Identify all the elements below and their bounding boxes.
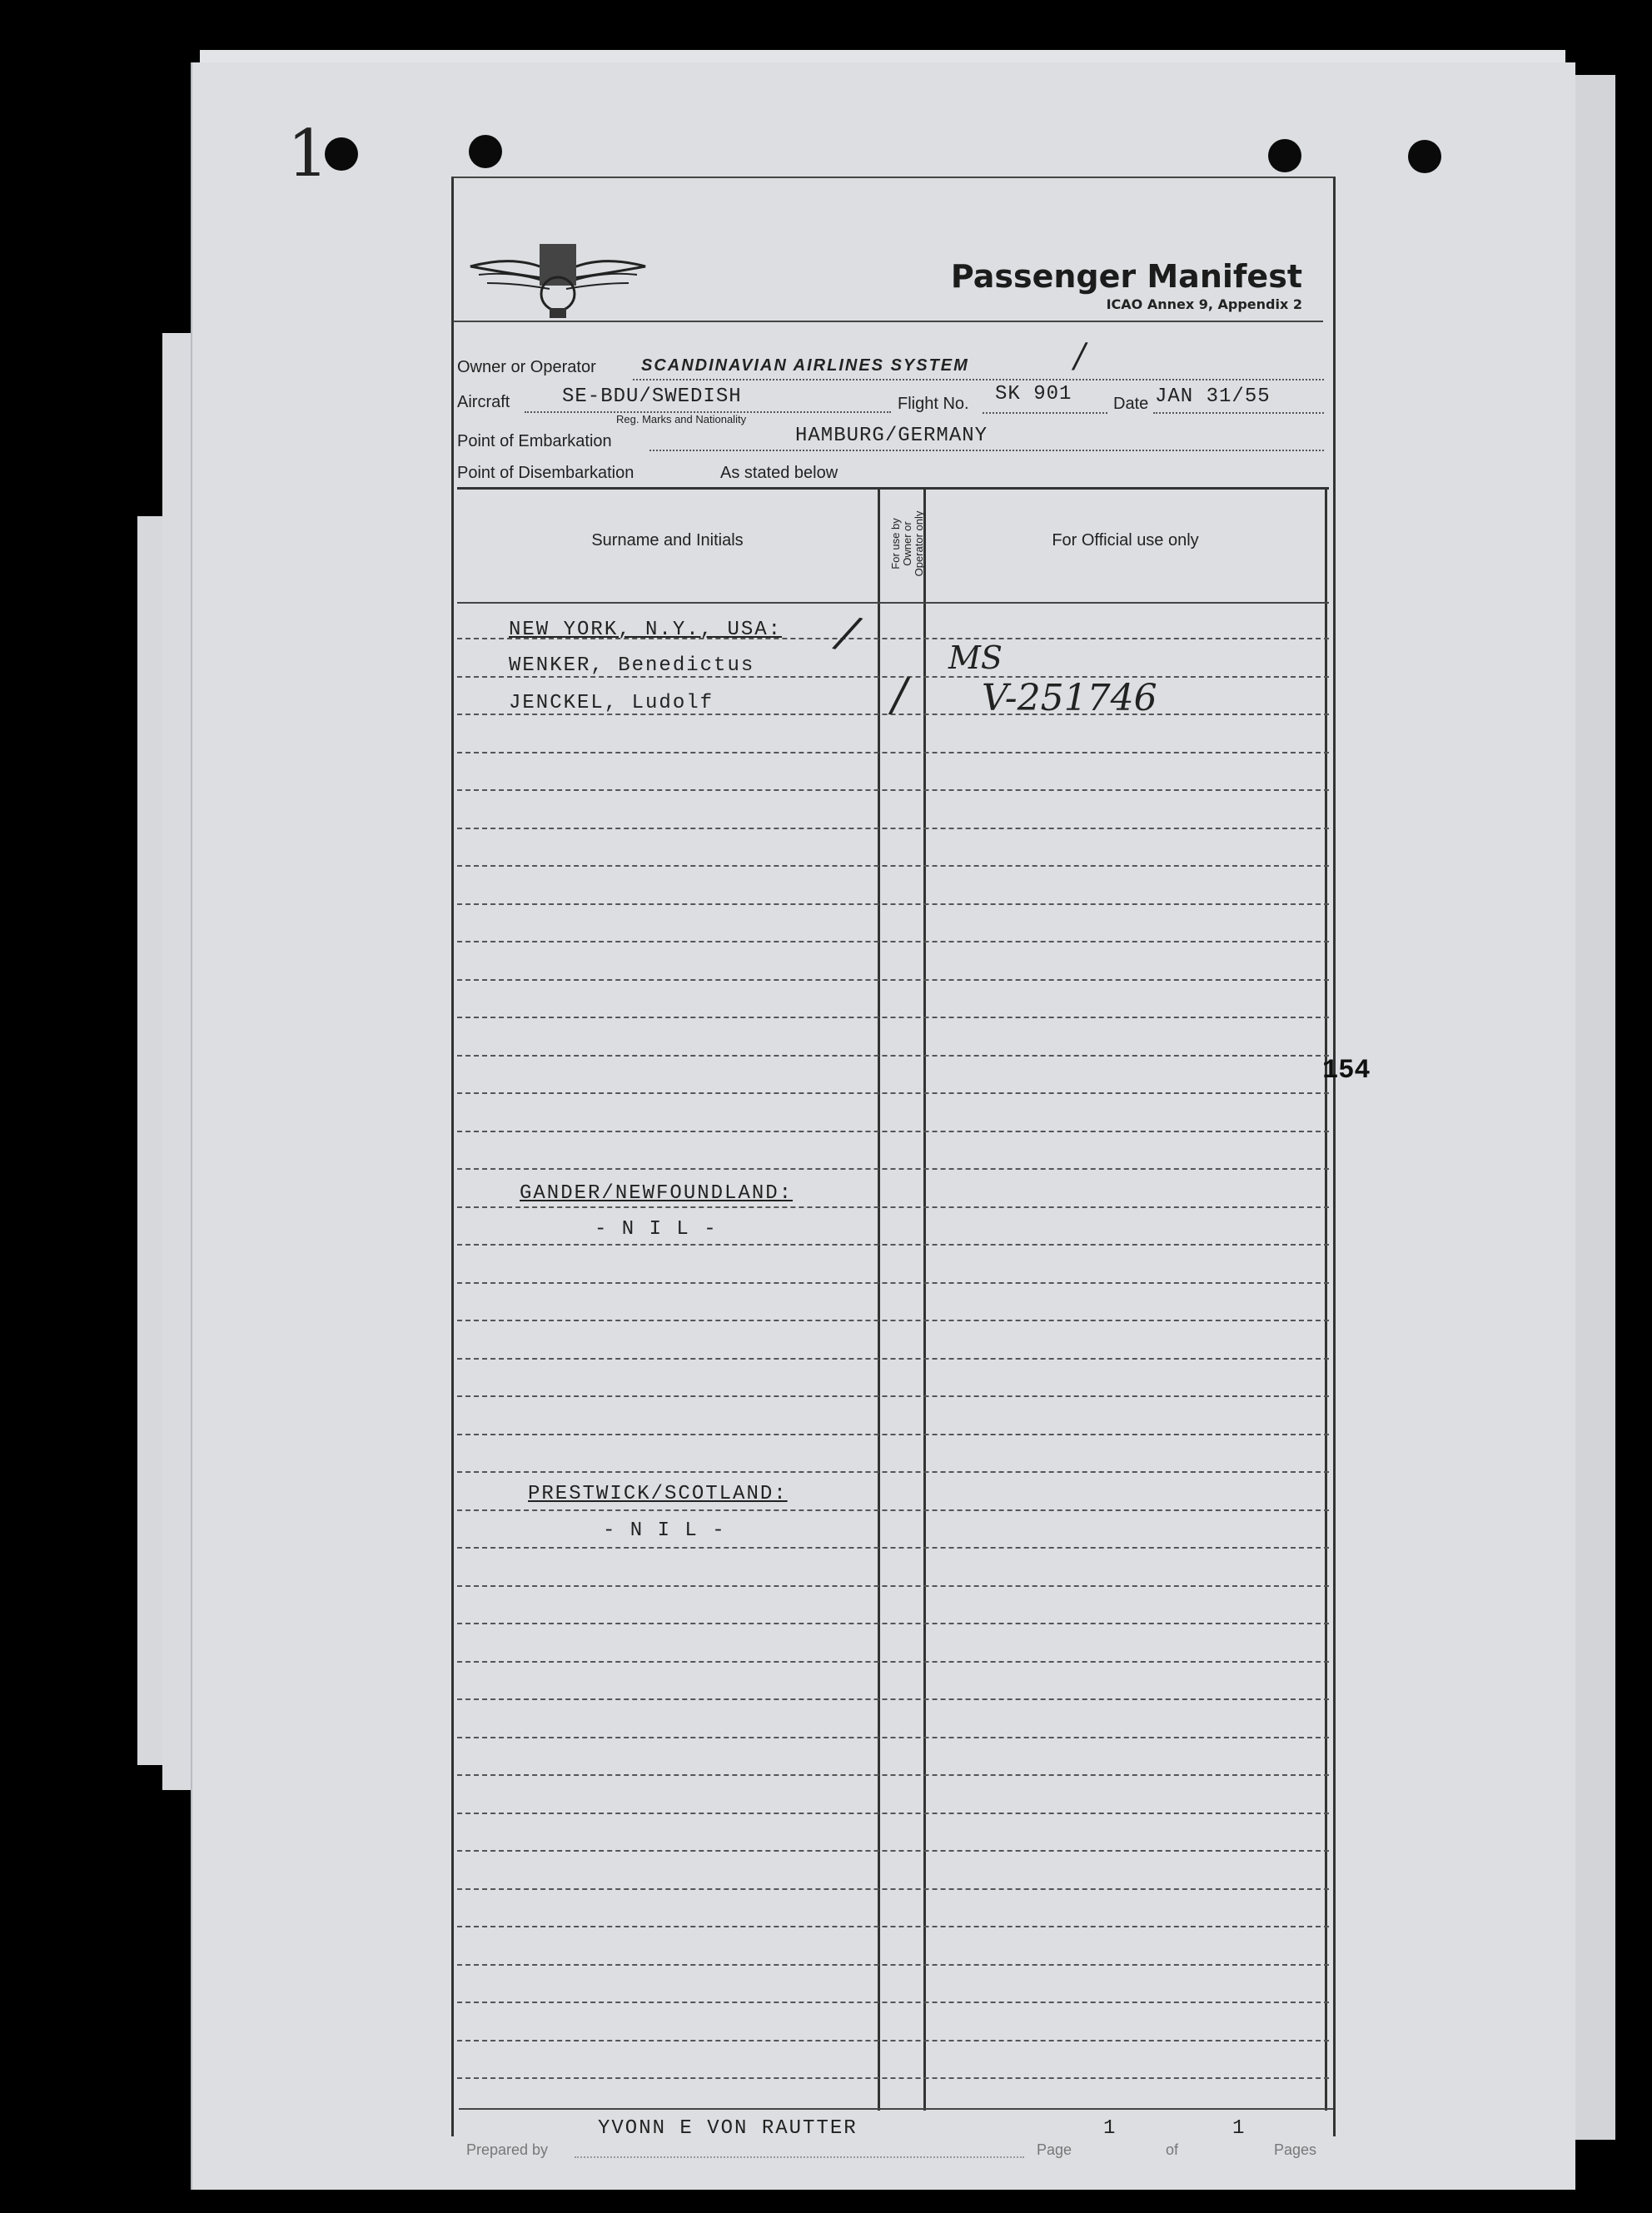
- handwritten-stroke: /: [1074, 337, 1086, 375]
- row-rule: [457, 1017, 1329, 1018]
- row-rule: [457, 1320, 1329, 1321]
- disembarkation-label: Point of Disembarkation: [457, 464, 634, 482]
- row-rule: [457, 1282, 1329, 1284]
- row-rule: [457, 1661, 1329, 1663]
- reg-marks-note: Reg. Marks and Nationality: [616, 413, 747, 425]
- row-rule: [457, 1774, 1329, 1776]
- row-rule: [457, 1358, 1329, 1360]
- pages-label: Pages: [1274, 2141, 1317, 2158]
- col-header-operator-line: For use by: [889, 518, 902, 569]
- col-header-official: For Official use only: [1052, 531, 1199, 550]
- page-title: Passenger Manifest: [950, 258, 1302, 295]
- date-line: [1153, 412, 1324, 414]
- col-divider: [923, 490, 926, 2111]
- row-rule: [457, 1698, 1329, 1700]
- nil-marker: - N I L -: [595, 1218, 718, 1241]
- check-mark: /: [833, 604, 863, 660]
- row-rule: [457, 1888, 1329, 1890]
- flight-value: SK 901: [995, 383, 1072, 405]
- prepared-value: YVONN E VON RAUTTER: [598, 2117, 858, 2140]
- flight-label: Flight No.: [898, 395, 969, 413]
- aircraft-value: SE-BDU/SWEDISH: [562, 385, 742, 408]
- passenger-name: JENCKEL, Ludolf: [509, 692, 714, 714]
- row-rule: [457, 979, 1329, 981]
- row-rule: [457, 789, 1329, 791]
- row-rule: [457, 1092, 1329, 1094]
- col-divider: [1325, 490, 1327, 2111]
- prepared-label: Prepared by: [466, 2141, 549, 2158]
- passenger-table: [457, 487, 1329, 2111]
- prepared-line: [575, 2156, 1024, 2158]
- punch-hole: [325, 137, 358, 171]
- col-header-operator-line: Owner or: [901, 521, 913, 566]
- row-rule: [457, 1509, 1329, 1511]
- row-rule: [457, 1168, 1329, 1170]
- row-rule: [457, 1206, 1329, 1208]
- of-value: 1: [1232, 2117, 1246, 2140]
- check-mark: /: [892, 669, 908, 721]
- row-rule: [457, 1395, 1329, 1397]
- sas-wings-logo-icon: [466, 237, 649, 321]
- embarkation-value: HAMBURG/GERMANY: [795, 425, 988, 447]
- flight-line: [983, 412, 1107, 414]
- nil-marker: - N I L -: [603, 1519, 726, 1542]
- col-header-operator-line: Operator only: [913, 510, 925, 577]
- date-value: JAN 31/55: [1155, 385, 1271, 408]
- row-rule: [457, 1813, 1329, 1814]
- row-rule: [457, 903, 1329, 905]
- row-rule: [457, 2077, 1329, 2079]
- aircraft-label: Aircraft: [457, 393, 510, 411]
- row-rule: [457, 1547, 1329, 1549]
- disembarkation-value: As stated below: [720, 464, 838, 482]
- row-rule: [457, 865, 1329, 867]
- row-rule: [457, 1850, 1329, 1852]
- side-number: 154: [1322, 1055, 1371, 1086]
- row-rule: [457, 1964, 1329, 1966]
- punch-hole: [1268, 139, 1301, 172]
- of-label: of: [1166, 2141, 1179, 2158]
- footer-rule: [459, 2108, 1333, 2110]
- page-label: Page: [1037, 2141, 1072, 2158]
- row-rule: [457, 941, 1329, 942]
- embarkation-label: Point of Embarkation: [457, 432, 612, 450]
- row-rule: [457, 1244, 1329, 1246]
- punch-hole: [1408, 140, 1441, 173]
- page-subtitle: ICAO Annex 9, Appendix 2: [1106, 296, 1302, 312]
- row-rule: [457, 1131, 1329, 1132]
- row-rule: [457, 2002, 1329, 2003]
- row-rule: [457, 1434, 1329, 1435]
- owner-line: [633, 379, 1324, 380]
- header-divider: [453, 321, 1323, 322]
- destination-prestwick: PRESTWICK/SCOTLAND:: [528, 1483, 788, 1505]
- row-rule: [457, 828, 1329, 829]
- punch-hole: [469, 135, 502, 168]
- passenger-name: WENKER, Benedictus: [509, 654, 755, 677]
- destination-gander: GANDER/NEWFOUNDLAND:: [520, 1182, 794, 1205]
- row-rule: [457, 1623, 1329, 1624]
- col-header-operator: [879, 490, 923, 602]
- handwritten-initials: MS: [948, 639, 1003, 676]
- owner-value: SCANDINAVIAN AIRLINES SYSTEM: [641, 356, 969, 375]
- header-bottom-rule: [457, 602, 1329, 604]
- col-header-surname: Surname and Initials: [591, 531, 744, 550]
- embarkation-line: [649, 450, 1324, 451]
- row-rule: [457, 1737, 1329, 1738]
- destination-new-york: NEW YORK, N.Y., USA:: [509, 619, 783, 641]
- col-divider: [878, 490, 880, 2111]
- owner-label: Owner or Operator: [457, 358, 596, 376]
- row-rule: [457, 752, 1329, 753]
- row-rule: [457, 1055, 1329, 1057]
- handwritten-number: V-251746: [982, 677, 1157, 719]
- page-value: 1: [1103, 2117, 1117, 2140]
- row-rule: [457, 1471, 1329, 1473]
- page-mark: 1: [287, 117, 329, 191]
- row-rule: [457, 1585, 1329, 1587]
- row-rule: [457, 1926, 1329, 1927]
- row-rule: [457, 2040, 1329, 2041]
- date-label: Date: [1113, 395, 1149, 413]
